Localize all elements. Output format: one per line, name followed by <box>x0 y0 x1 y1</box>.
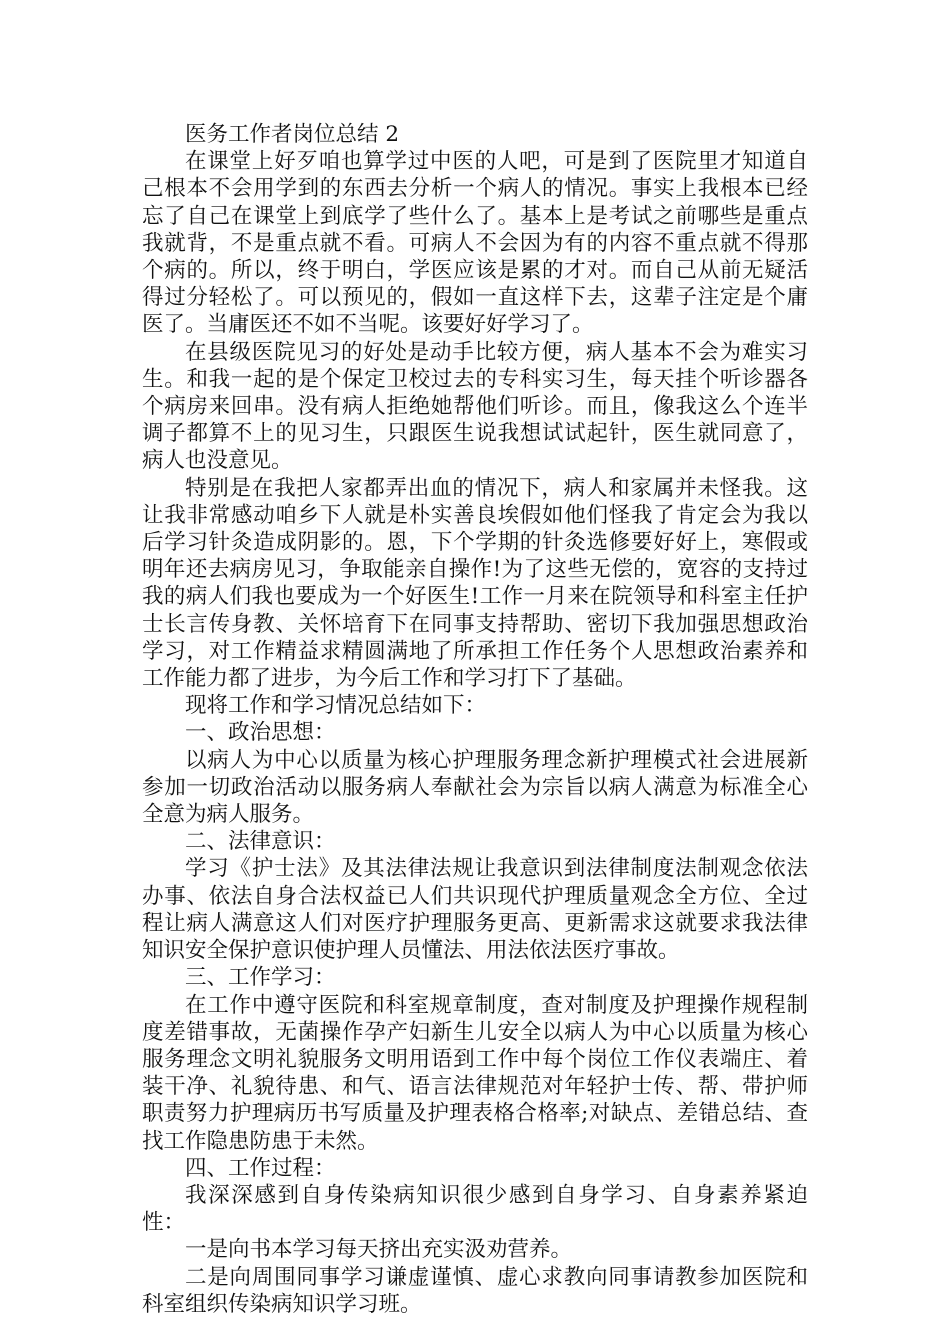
paragraph-politics: 以病人为中心以质量为核心护理服务理念新护理模式社会进展新参加一切政治活动以服务病人奉献社会为宗旨以病人满意为标准全心全意为病人服务。 <box>142 747 808 828</box>
section-heading-work-study: 三、工作学习： <box>185 965 336 991</box>
paragraph-2: 在县级医院见习的好处是动手比较方便，病人基本不会为难实习生。和我一起的是个保定卫校过去的专科实习生，每天挂个听诊器各个病房来回串。没有病人拒绝她帮他们听诊。而且，像我这么个连半调子都算不上的见习生，只跟医生说我想试试起针，医生就同意了，病人也没意见。 <box>142 339 808 474</box>
paragraph-law: 学习《护士法》及其法律法规让我意识到法律制度法制观念依法办事、依法自身合法权益已人们共识现代护理质量观念全方位、全过程让病人满意这人们对医疗护理服务更高、更新需求这就要求我法律知识安全保护意识使护理人员懂法、用法依法医疗事故。 <box>142 856 808 964</box>
document-body <box>142 121 808 1318</box>
section-heading-work-process: 四、工作过程： <box>185 1155 336 1181</box>
paragraph-4: 现将工作和学习情况总结如下： <box>185 693 487 719</box>
paragraph-1: 在课堂上好歹咱也算学过中医的人吧，可是到了医院里才知道自己根本不会用学到的东西去分析一个病人的情况。事实上我根本已经忘了自己在课堂上到底学了些什么了。基本上是考试之前哪些是重点我就背，不是重点就不看。可病人不会因为有的内容不重点就不得那个病的。所以，终于明白，学医应该是累的才对。而自己从前无疑活得过分轻松了。可以预见的，假如一直这样下去，这辈子注定是个庸医了。当庸医还不如不当呢。该要好好学习了。 <box>142 149 808 338</box>
paragraph-work-study: 在工作中遵守医院和科室规章制度，查对制度及护理操作规程制度差错事故，无菌操作孕产妇新生儿安全以病人为中心以质量为核心服务理念文明礼貌服务文明用语到工作中每个岗位工作仪表端庄、着装干净、礼貌待患、和气、语言法律规范对年轻护士传、帮、带护师职责努力护理病历书写质量及护理表格合格率;对缺点、差错总结、查找工作隐患防患于未然。 <box>142 992 808 1154</box>
paragraph-colleagues: 二是向周围同事学习谦虚谨慎、虚心求教向同事请教参加医院和科室组织传染病知识学习班。 <box>142 1264 808 1317</box>
paragraph-3: 特别是在我把人家都弄出血的情况下，病人和家属并未怪我。这让我非常感动咱乡下人就是朴实善良埃假如他们怪我了肯定会为我以后学习针灸造成阴影的。恩，下个学期的针灸选修要好好上，寒假或明年还去病房见习，争取能亲自操作!为了这些无偿的，宽容的支持过我的病人们我也要成为一个好医生!工作一月来在院领导和科室主任护士长言传身教、关怀培育下在同事支持帮助、密切下我加强思想政治学习，对工作精益求精圆满地了所承担工作任务个人思想政治素养和工作能力都了进步，为今后工作和学习打下了基础。 <box>142 475 808 692</box>
paragraph-books: 一是向书本学习每天挤出充实汲劝营养。 <box>185 1237 573 1263</box>
section-heading-politics: 一、政治思想： <box>185 720 336 746</box>
section-heading-law: 二、法律意识： <box>185 829 336 855</box>
document-title: 医务工作者岗位总结 2 <box>185 122 400 147</box>
paragraph-work-process: 我深深感到自身传染病知识很少感到自身学习、自身素养紧迫性： <box>142 1182 808 1236</box>
